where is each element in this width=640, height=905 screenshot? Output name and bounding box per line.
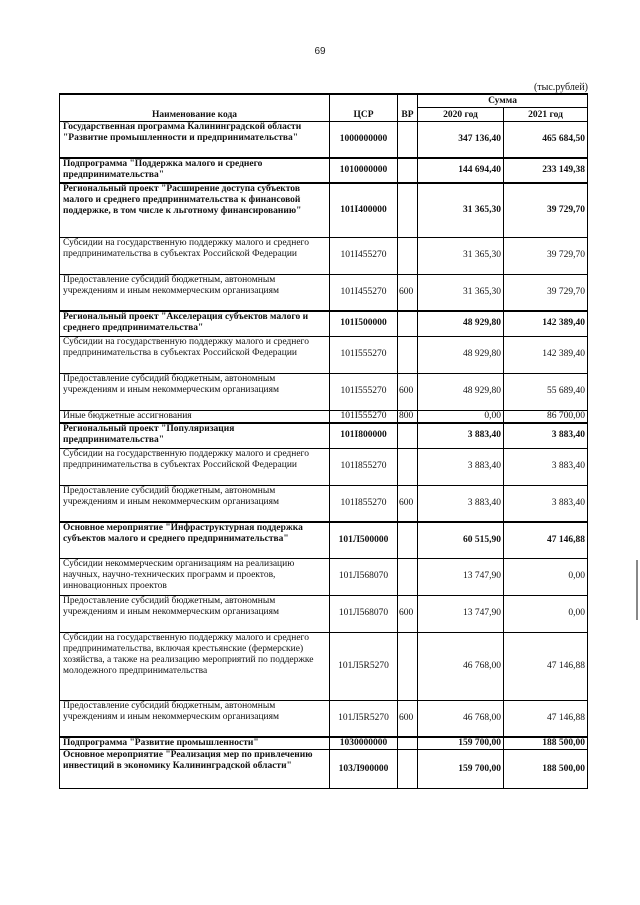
row-name: Основное мероприятие "Инфраструктурная поддержка субъектов малого и среднего предпринимательства"	[60, 522, 330, 558]
row-2020: 347 136,40	[418, 121, 504, 158]
row-2021: 3 883,40	[504, 448, 588, 485]
row-name: Предоставление субсидий бюджетным, автономным учреждениям и иным некоммерческим организациям	[60, 274, 330, 311]
row-csr: 1010000000	[330, 158, 398, 183]
row-name: Иные бюджетные ассигнования	[60, 410, 330, 423]
row-csr: 1030000000	[330, 737, 398, 750]
row-name: Предоставление субсидий бюджетным, автономным учреждениям и иным некоммерческим организациям	[60, 700, 330, 737]
row-2021: 0,00	[504, 595, 588, 632]
row-vr: 600	[398, 700, 418, 737]
row-vr	[398, 737, 418, 750]
row-csr: 101I555270	[330, 336, 398, 373]
table-row	[60, 750, 588, 789]
row-vr	[398, 448, 418, 485]
table-row	[60, 423, 588, 448]
row-2020: 48 929,80	[418, 311, 504, 336]
row-vr	[398, 121, 418, 158]
row-name: Предоставление субсидий бюджетным, автономным учреждениям и иным некоммерческим организациям	[60, 595, 330, 632]
row-2020: 3 883,40	[418, 448, 504, 485]
row-2021: 47 146,88	[504, 632, 588, 700]
header-sum: Сумма	[418, 94, 588, 107]
table-row	[60, 737, 588, 750]
row-csr: 101I455270	[330, 237, 398, 274]
row-2021: 465 684,50	[504, 121, 588, 158]
row-2020: 0,00	[418, 410, 504, 423]
row-csr: 101Л568070	[330, 595, 398, 632]
table-row	[60, 410, 588, 423]
table-body	[60, 121, 588, 789]
row-2021: 142 389,40	[504, 311, 588, 336]
row-2020: 159 700,00	[418, 737, 504, 750]
units-label: (тыс.рублей)	[533, 82, 588, 93]
table-row	[60, 121, 588, 158]
row-name: Региональный проект "Популяризация предпринимательства"	[60, 423, 330, 448]
row-name: Региональный проект "Расширение доступа субъектов малого и среднего предпринимательства к финансовой поддержке, в том числе к льготному финансированию"	[60, 183, 330, 237]
row-name: Субсидии на государственную поддержку малого и среднего предпринимательства в субъектах Российской Федерации	[60, 336, 330, 373]
row-vr	[398, 558, 418, 595]
header-csr: ЦСР	[330, 94, 398, 121]
row-2021: 39 729,70	[504, 274, 588, 311]
row-2021: 3 883,40	[504, 485, 588, 522]
row-name: Субсидии на государственную поддержку малого и среднего предпринимательства в субъектах Российской Федерации	[60, 237, 330, 274]
row-2021: 55 689,40	[504, 373, 588, 410]
row-2020: 46 768,00	[418, 700, 504, 737]
table-row	[60, 595, 588, 632]
row-vr	[398, 632, 418, 700]
row-vr	[398, 311, 418, 336]
header-2021: 2021 год	[504, 107, 588, 121]
table-row	[60, 274, 588, 311]
row-vr: 600	[398, 485, 418, 522]
row-2021: 86 700,00	[504, 410, 588, 423]
row-vr	[398, 237, 418, 274]
table-row	[60, 158, 588, 183]
row-2021: 3 883,40	[504, 423, 588, 448]
table-row	[60, 522, 588, 558]
table-row	[60, 632, 588, 700]
table-row	[60, 558, 588, 595]
row-2020: 13 747,90	[418, 558, 504, 595]
row-name: Субсидии некоммерческим организациям на реализацию научных, научно-технических программ и проектов, инновационных проектов	[60, 558, 330, 595]
row-2020: 31 365,30	[418, 237, 504, 274]
row-2021: 188 500,00	[504, 737, 588, 750]
row-csr: 101I855270	[330, 485, 398, 522]
row-csr: 103Л900000	[330, 750, 398, 789]
row-name: Субсидии на государственную поддержку малого и среднего предпринимательства, включая крестьянские (фермерские) хозяйства, а также на реализацию мероприятий по поддержке молодежного предпринимательства	[60, 632, 330, 700]
row-2020: 31 365,30	[418, 274, 504, 311]
table-row	[60, 448, 588, 485]
row-csr: 101I855270	[330, 448, 398, 485]
row-vr: 600	[398, 274, 418, 311]
row-2021: 47 146,88	[504, 700, 588, 737]
row-2020: 60 515,90	[418, 522, 504, 558]
row-name: Государственная программа Калининградской области "Развитие промышленности и предпринимательства"	[60, 121, 330, 158]
row-2021: 0,00	[504, 558, 588, 595]
header-vr: ВР	[398, 94, 418, 121]
row-csr: 101I400000	[330, 183, 398, 237]
row-csr: 101Л568070	[330, 558, 398, 595]
row-vr	[398, 158, 418, 183]
row-csr: 101I555270	[330, 410, 398, 423]
table-row	[60, 311, 588, 336]
row-vr	[398, 183, 418, 237]
row-2021: 47 146,88	[504, 522, 588, 558]
row-csr: 101I455270	[330, 274, 398, 311]
row-2021: 188 500,00	[504, 750, 588, 789]
row-2020: 3 883,40	[418, 423, 504, 448]
row-name: Субсидии на государственную поддержку малого и среднего предпринимательства в субъектах Российской Федерации	[60, 448, 330, 485]
header-name: Наименование кода	[60, 94, 330, 121]
row-name: Предоставление субсидий бюджетным, автономным учреждениям и иным некоммерческим организациям	[60, 485, 330, 522]
row-name: Предоставление субсидий бюджетным, автономным учреждениям и иным некоммерческим организациям	[60, 373, 330, 410]
scan-edge-mark	[636, 560, 638, 620]
row-2021: 233 149,38	[504, 158, 588, 183]
row-2021: 39 729,70	[504, 183, 588, 237]
table-row	[60, 485, 588, 522]
row-csr: 101I555270	[330, 373, 398, 410]
row-2020: 13 747,90	[418, 595, 504, 632]
row-vr	[398, 336, 418, 373]
header-2020: 2020 год	[418, 107, 504, 121]
row-vr	[398, 423, 418, 448]
row-csr: 101I500000	[330, 311, 398, 336]
row-2020: 159 700,00	[418, 750, 504, 789]
budget-table	[59, 93, 588, 789]
row-2020: 48 929,80	[418, 336, 504, 373]
row-name: Основное мероприятие "Реализация мер по привлечению инвестиций в экономику Калининградской области"	[60, 750, 330, 789]
page-number: 69	[314, 46, 326, 57]
row-csr: 101Л5R5270	[330, 632, 398, 700]
table-row	[60, 700, 588, 737]
row-2020: 31 365,30	[418, 183, 504, 237]
row-2021: 39 729,70	[504, 237, 588, 274]
table-row	[60, 183, 588, 237]
table-row	[60, 237, 588, 274]
row-vr: 800	[398, 410, 418, 423]
row-2021: 142 389,40	[504, 336, 588, 373]
row-csr: 101Л5R5270	[330, 700, 398, 737]
row-2020: 48 929,80	[418, 373, 504, 410]
table-header	[60, 94, 588, 121]
table-row	[60, 336, 588, 373]
row-2020: 144 694,40	[418, 158, 504, 183]
table-row	[60, 373, 588, 410]
row-vr	[398, 522, 418, 558]
row-csr: 101I800000	[330, 423, 398, 448]
row-name: Подпрограмма "Развитие промышленности"	[60, 737, 330, 750]
row-2020: 46 768,00	[418, 632, 504, 700]
row-csr: 1000000000	[330, 121, 398, 158]
row-vr: 600	[398, 595, 418, 632]
row-vr	[398, 750, 418, 789]
row-name: Подпрограмма "Поддержка малого и среднего предпринимательства"	[60, 158, 330, 183]
row-2020: 3 883,40	[418, 485, 504, 522]
row-csr: 101Л500000	[330, 522, 398, 558]
row-name: Региональный проект "Акселерация субъектов малого и среднего предпринимательства"	[60, 311, 330, 336]
row-vr: 600	[398, 373, 418, 410]
